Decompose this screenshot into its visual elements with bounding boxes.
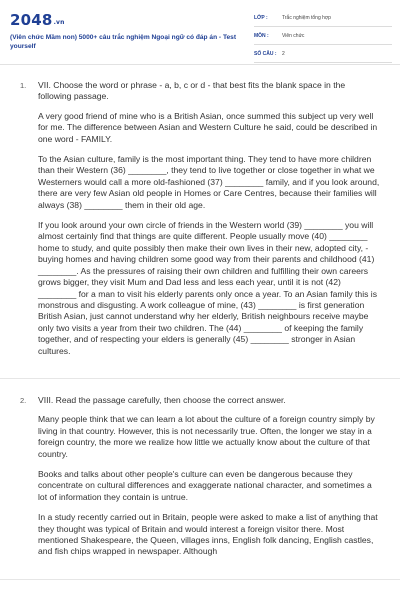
passage-paragraph: Books and talks about other people's culture can even be dangerous because they concentrate on cultural differences and exaggerate national character, and sometimes a lot of information they contain is untrue. [38, 468, 372, 502]
passage-paragraph: A very good friend of mine who is a British Asian, once summed this subject up very well for me. The difference between Asian and Western Culture he said, could be described in one word - FAMILY. [38, 110, 378, 144]
passage-paragraph: In a study recently carried out in Britain, people were asked to make a list of anything that they thought was typical of Britain and would interest a foreign visitor there. Most mentioned Shakespeare, the Queen, villages inns, English folk dancing, English castles, and fish chips wrapped in newspaper. Although [38, 512, 378, 557]
meta-label-lop: LỚP : [254, 14, 268, 21]
meta-value-mon: Viên chức [282, 32, 305, 39]
meta-row-mon [254, 27, 392, 45]
passage-paragraph: Many people think that we can learn a lot about the culture of a foreign country simply by living in that country. However, this is not necessarily true. Often, the longer we stay in a foreign country, the more we realize how little we actually know about the culture of that country. [38, 414, 375, 459]
site-logo[interactable] [10, 11, 65, 29]
meta-label-socau: SỐ CÂU : [254, 50, 277, 57]
passage-paragraph: To the Asian culture, family is the most important thing. They tend to have more children than their Western (36) ________, they tend to live together or close together in what we Westerners would call a more old-fashioned (37) ________ family, and if you look around, there are very few Asian old people in Homes or Care Centres, because their families will always (38) ________ them in their old age. [38, 154, 380, 210]
question-item [0, 379, 400, 580]
question-number: 1. [20, 81, 27, 90]
question-heading: VIII. Read the passage carefully, then choose the correct answer. [38, 394, 286, 405]
meta-row-lop [254, 9, 392, 27]
passage-paragraph: If you look around your own circle of friends in the Western world (39) ________ you will almost certainly find that things are quite different. People usually move (40) ________ home to study, and quite possibly then make their own lives in their new, adopted city, - buying homes and having children some good way from their parents and childhood (41) ________. As the pressures of raising their own children and fulfilling their own careers grows bigger, they visit Mum and Dad less and less each year, until it is not (42) ________ for a man to visit his elderly parents only once a year. To an Asian family this is monstrous and disgusting. A work colleague of mine, (43) ________ is first generation British Asian, just cannot understand why her elderly, British neighbours receive maybe only two visits a year from their two children. The (44) ________ of keeping the family together, and of respecting your elders is generally (45) ________ stronger in Asian cultures. [38, 220, 378, 356]
page-header [0, 0, 400, 65]
question-heading: VII. Choose the word or phrase - a, b, c or d - that best fits the blank space in the following passage. [38, 80, 346, 102]
document-title[interactable]: (Viên chức Mầm non) 5000+ câu trắc nghiệm Ngoại ngữ có đáp án - Test yourself [10, 34, 237, 50]
logo-text: 2048 [10, 11, 53, 29]
meta-value-socau: 2 [282, 50, 285, 57]
logo-suffix: .vn [53, 19, 65, 26]
question-item [0, 64, 400, 379]
meta-label-mon: MÔN : [254, 32, 269, 39]
document-meta-table [254, 9, 392, 63]
question-number: 2. [20, 395, 27, 405]
meta-row-socau [254, 45, 392, 63]
meta-value-lop: Trắc nghiệm tổng hợp [282, 14, 331, 21]
question-list [0, 64, 400, 580]
